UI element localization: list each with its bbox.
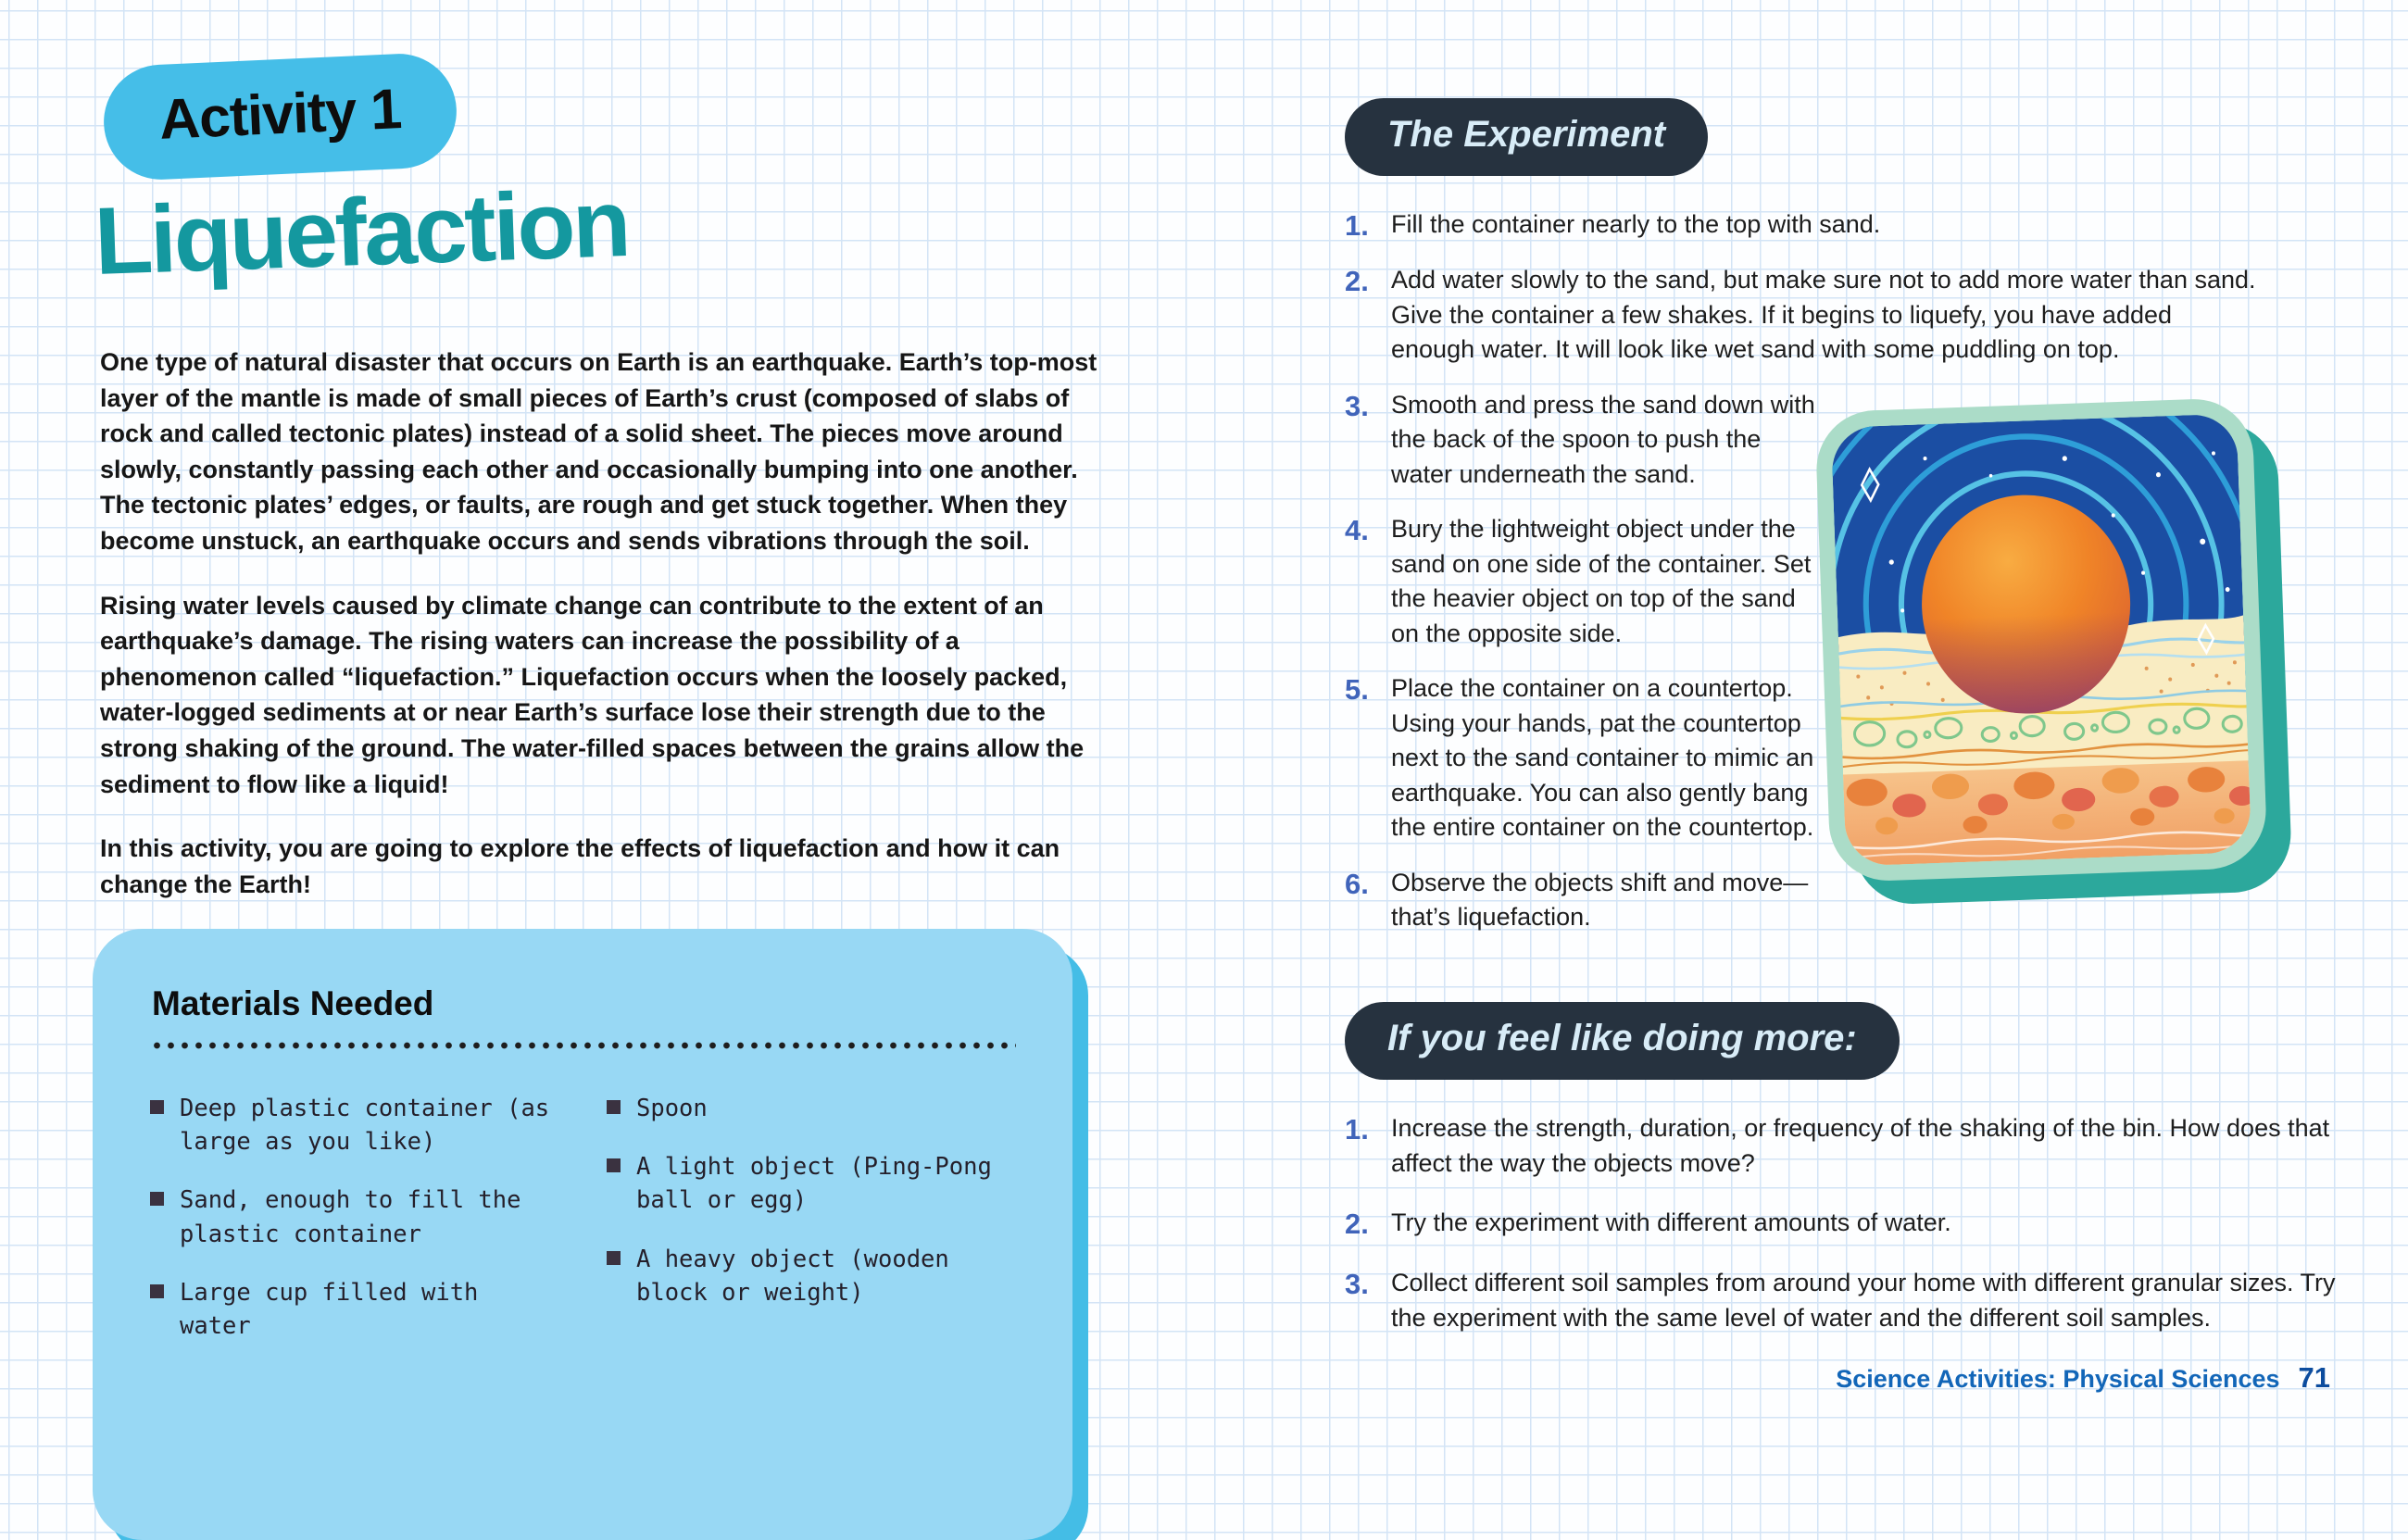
step-number: 1.	[1345, 1113, 1369, 1146]
material-item-label: Spoon	[636, 1095, 708, 1122]
material-item-label: Deep plastic container (as large as you like)	[180, 1095, 550, 1157]
intro-paragraph-1: One type of natural disaster that occurs on Earth is an earthquake. Earth’s top-most layer of the mantle is made of small pieces of Earth’s crust (composed of slabs of rock and called tectonic plates) instead of a solid sheet. The pieces move around slowly, constantly passing each other and occasionally bumping into one another. The tectonic plates’ edges, or faults, are rough and get stuck together. When they become unstuck, an earthquake occurs and sends vibrations through the soil.	[100, 348, 1097, 556]
materials-columns	[150, 1092, 1017, 1343]
material-item	[607, 1243, 1017, 1309]
more-step	[1345, 1266, 2350, 1335]
footer-text: Science Activities: Physical Sciences	[1836, 1365, 2280, 1393]
bullet-square-icon	[150, 1100, 164, 1114]
more-steps	[1345, 1111, 2350, 1335]
intro-paragraphs	[100, 344, 1105, 932]
experiment-step	[1345, 866, 2257, 935]
bullet-square-icon	[607, 1100, 621, 1114]
step-text: Observe the objects shift and move—that’s liquefaction.	[1391, 868, 1809, 932]
more-heading-pill	[1345, 1002, 1900, 1080]
page-title: Liquefaction	[93, 169, 631, 295]
experiment-heading-label: The Experiment	[1387, 114, 1666, 155]
step-text: Collect different soil samples from around your home with different granular sizes. Try the experiment with the same level of water and the different soil samples.	[1391, 1269, 2336, 1332]
materials-column-right	[607, 1092, 1017, 1343]
step-number: 3.	[1345, 389, 1369, 422]
material-item-label: Sand, enough to fill the plastic container	[180, 1186, 521, 1248]
step-number: 4.	[1345, 514, 1369, 547]
intro-paragraph-3: In this activity, you are going to explore the effects of liquefaction and how it can change the Earth!	[100, 834, 1060, 898]
more-heading-label: If you feel like doing more:	[1387, 1018, 1857, 1058]
step-text: Fill the container nearly to the top with sand.	[1391, 210, 1881, 238]
experiment-heading-pill	[1345, 98, 1708, 176]
page-number: 71	[2298, 1361, 2330, 1394]
bullet-square-icon	[150, 1284, 164, 1298]
material-item	[150, 1276, 560, 1343]
more-step	[1345, 1111, 2350, 1181]
illustration-image	[1831, 414, 2251, 867]
step-text: Place the container on a countertop. Using your hands, pat the countertop next to the sand container to mimic an earthquake. You can also gently bang the entire container on the countertop.	[1391, 674, 1814, 842]
step-text: Increase the strength, duration, or frequency of the shaking of the bin. How does that affect the way the objects move?	[1391, 1114, 2330, 1177]
step-number: 3.	[1345, 1268, 1369, 1301]
page-footer	[1836, 1361, 2330, 1395]
step-text: Try the experiment with different amounts of water.	[1391, 1208, 1951, 1237]
step-number: 2.	[1345, 1208, 1369, 1241]
step-text: Bury the lightweight object under the sand on one side of the container. Set the heavier object on top of the sand on the opposite side.	[1391, 515, 1812, 647]
step-text: Add water slowly to the sand, but make sure not to add more water than sand. Give the container a few shakes. If it begins to liquefy, you have added enough water. It will look like wet sand with some puddling on top.	[1391, 266, 2256, 364]
material-item	[607, 1150, 1017, 1217]
bullet-square-icon	[607, 1251, 621, 1265]
activity-badge-label: Activity 1	[157, 77, 403, 151]
experiment-step	[1345, 207, 2257, 243]
material-item	[150, 1183, 560, 1250]
experiment-step	[1345, 263, 2257, 368]
materials-heading: Materials Needed	[152, 984, 434, 1022]
material-item-label: A heavy object (wooden block or weight)	[636, 1245, 949, 1307]
material-item-label: Large cup filled with water	[180, 1278, 479, 1341]
materials-column-left	[150, 1092, 560, 1343]
material-item-label: A light object (Ping-Pong ball or egg)	[636, 1153, 992, 1215]
soil-cross-section-art	[1831, 414, 2251, 867]
step-number: 2.	[1345, 265, 1369, 297]
more-step	[1345, 1206, 2350, 1241]
materials-box	[93, 929, 1072, 1540]
step-number: 6.	[1345, 867, 1369, 900]
activity-badge	[101, 51, 458, 182]
bullet-square-icon	[150, 1192, 164, 1206]
material-item	[150, 1092, 560, 1158]
material-item	[607, 1092, 1017, 1125]
step-text: Smooth and press the sand down with the back of the spoon to push the water underneath the sand.	[1391, 390, 1815, 488]
step-number: 1.	[1345, 209, 1369, 242]
bullet-square-icon	[607, 1158, 621, 1172]
dotted-divider	[150, 1042, 1016, 1049]
liquefaction-illustration	[1814, 397, 2267, 883]
step-number: 5.	[1345, 673, 1369, 707]
intro-paragraph-2: Rising water levels caused by climate change can contribute to the extent of an earthquake’s damage. The rising waters can increase the possibility of a phenomenon called “liquefaction.” Liquefaction occurs when the loosely packed, water-logged sediments at or near Earth’s surface lose their strength due to the strong shaking of the ground. The water-filled spaces between the grains allow the sediment to flow like a liquid!	[100, 591, 1085, 798]
